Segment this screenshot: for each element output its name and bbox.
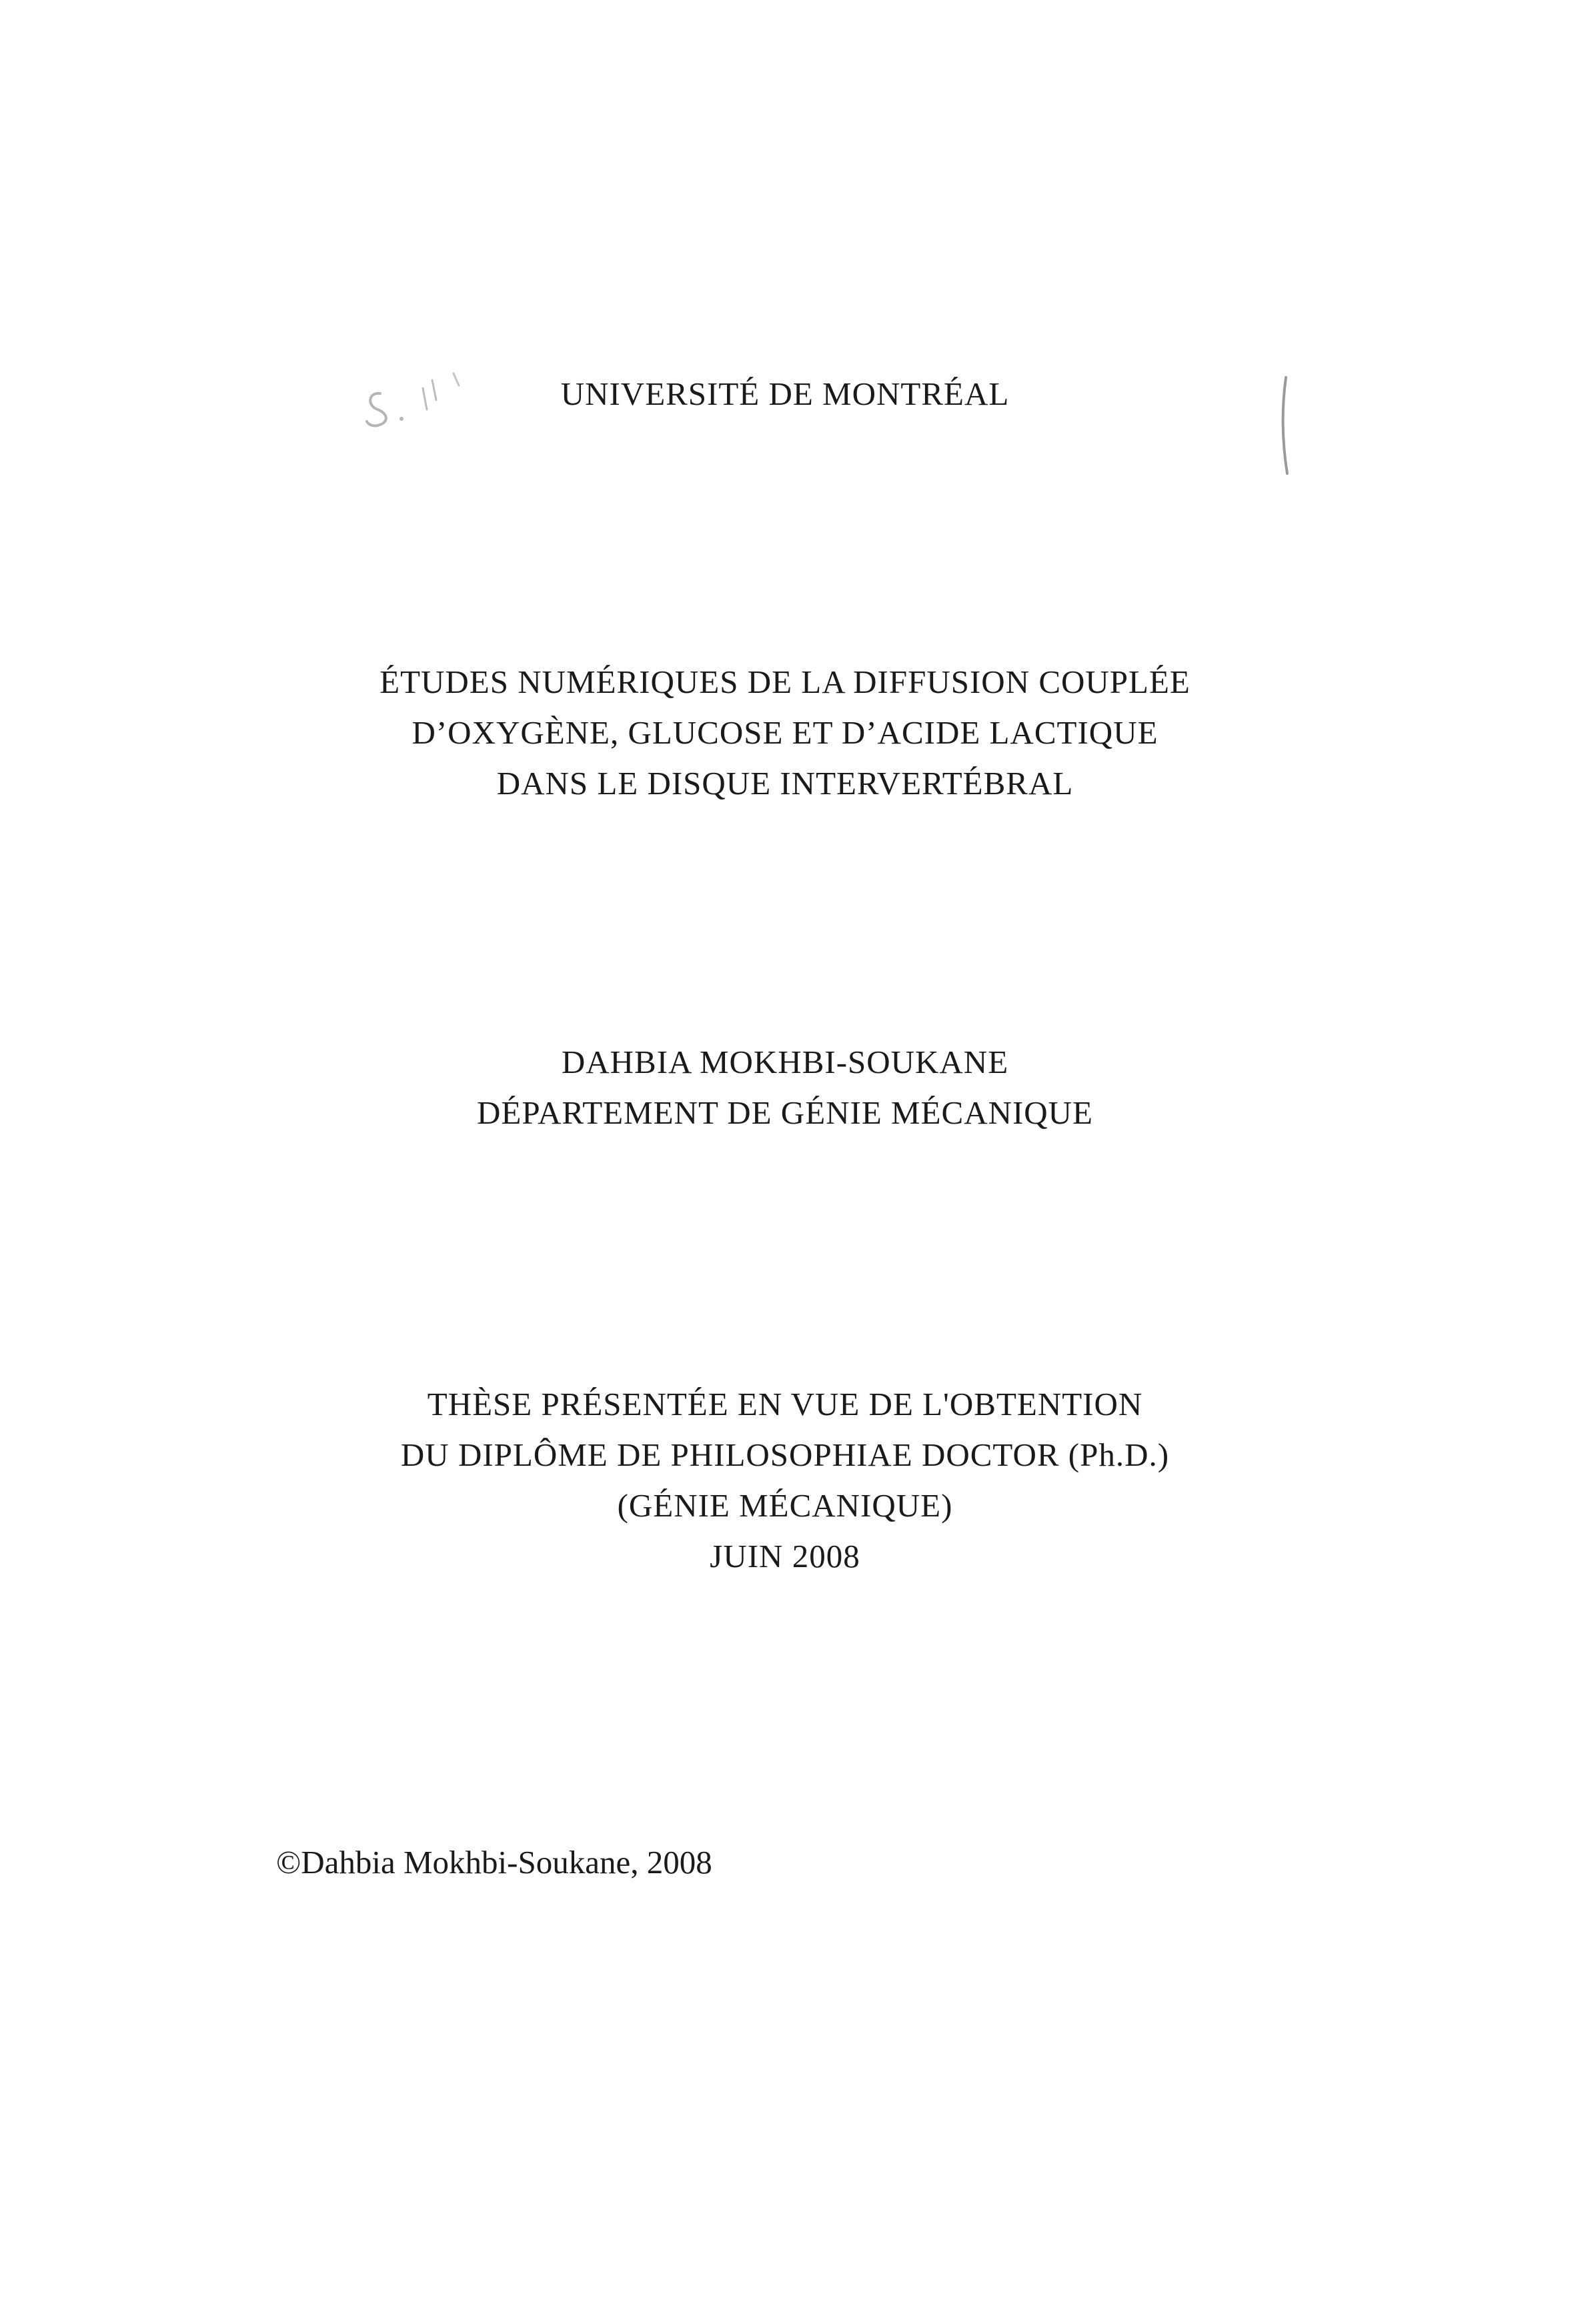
author-info bbox=[0, 1037, 1570, 1138]
university-name: UNIVERSITÉ DE MONTRÉAL bbox=[560, 375, 1010, 412]
author-name: DAHBIA MOKHBI-SOUKANE bbox=[561, 1044, 1009, 1080]
title-line-3: DANS LE DISQUE INTERVERTÉBRAL bbox=[496, 765, 1074, 802]
department-name: DÉPARTEMENT DE GÉNIE MÉCANIQUE bbox=[477, 1094, 1093, 1131]
degree-date: JUIN 2008 bbox=[710, 1538, 860, 1574]
university-heading bbox=[0, 369, 1570, 419]
title-line-1: ÉTUDES NUMÉRIQUES DE LA DIFFUSION COUPLÉE bbox=[379, 664, 1191, 700]
thesis-title bbox=[0, 657, 1570, 809]
degree-line-3: (GÉNIE MÉCANIQUE) bbox=[617, 1487, 953, 1524]
title-line-2: D’OXYGÈNE, GLUCOSE ET D’ACIDE LACTIQUE bbox=[412, 714, 1158, 751]
copyright-notice: ©Dahbia Mokhbi-Soukane, 2008 bbox=[276, 1844, 712, 1881]
degree-line-1: THÈSE PRÉSENTÉE EN VUE DE L'OBTENTION bbox=[427, 1386, 1143, 1422]
degree-statement bbox=[0, 1379, 1570, 1582]
degree-line-2: DU DIPLÔME DE PHILOSOPHIAE DOCTOR (Ph.D.) bbox=[400, 1436, 1170, 1473]
